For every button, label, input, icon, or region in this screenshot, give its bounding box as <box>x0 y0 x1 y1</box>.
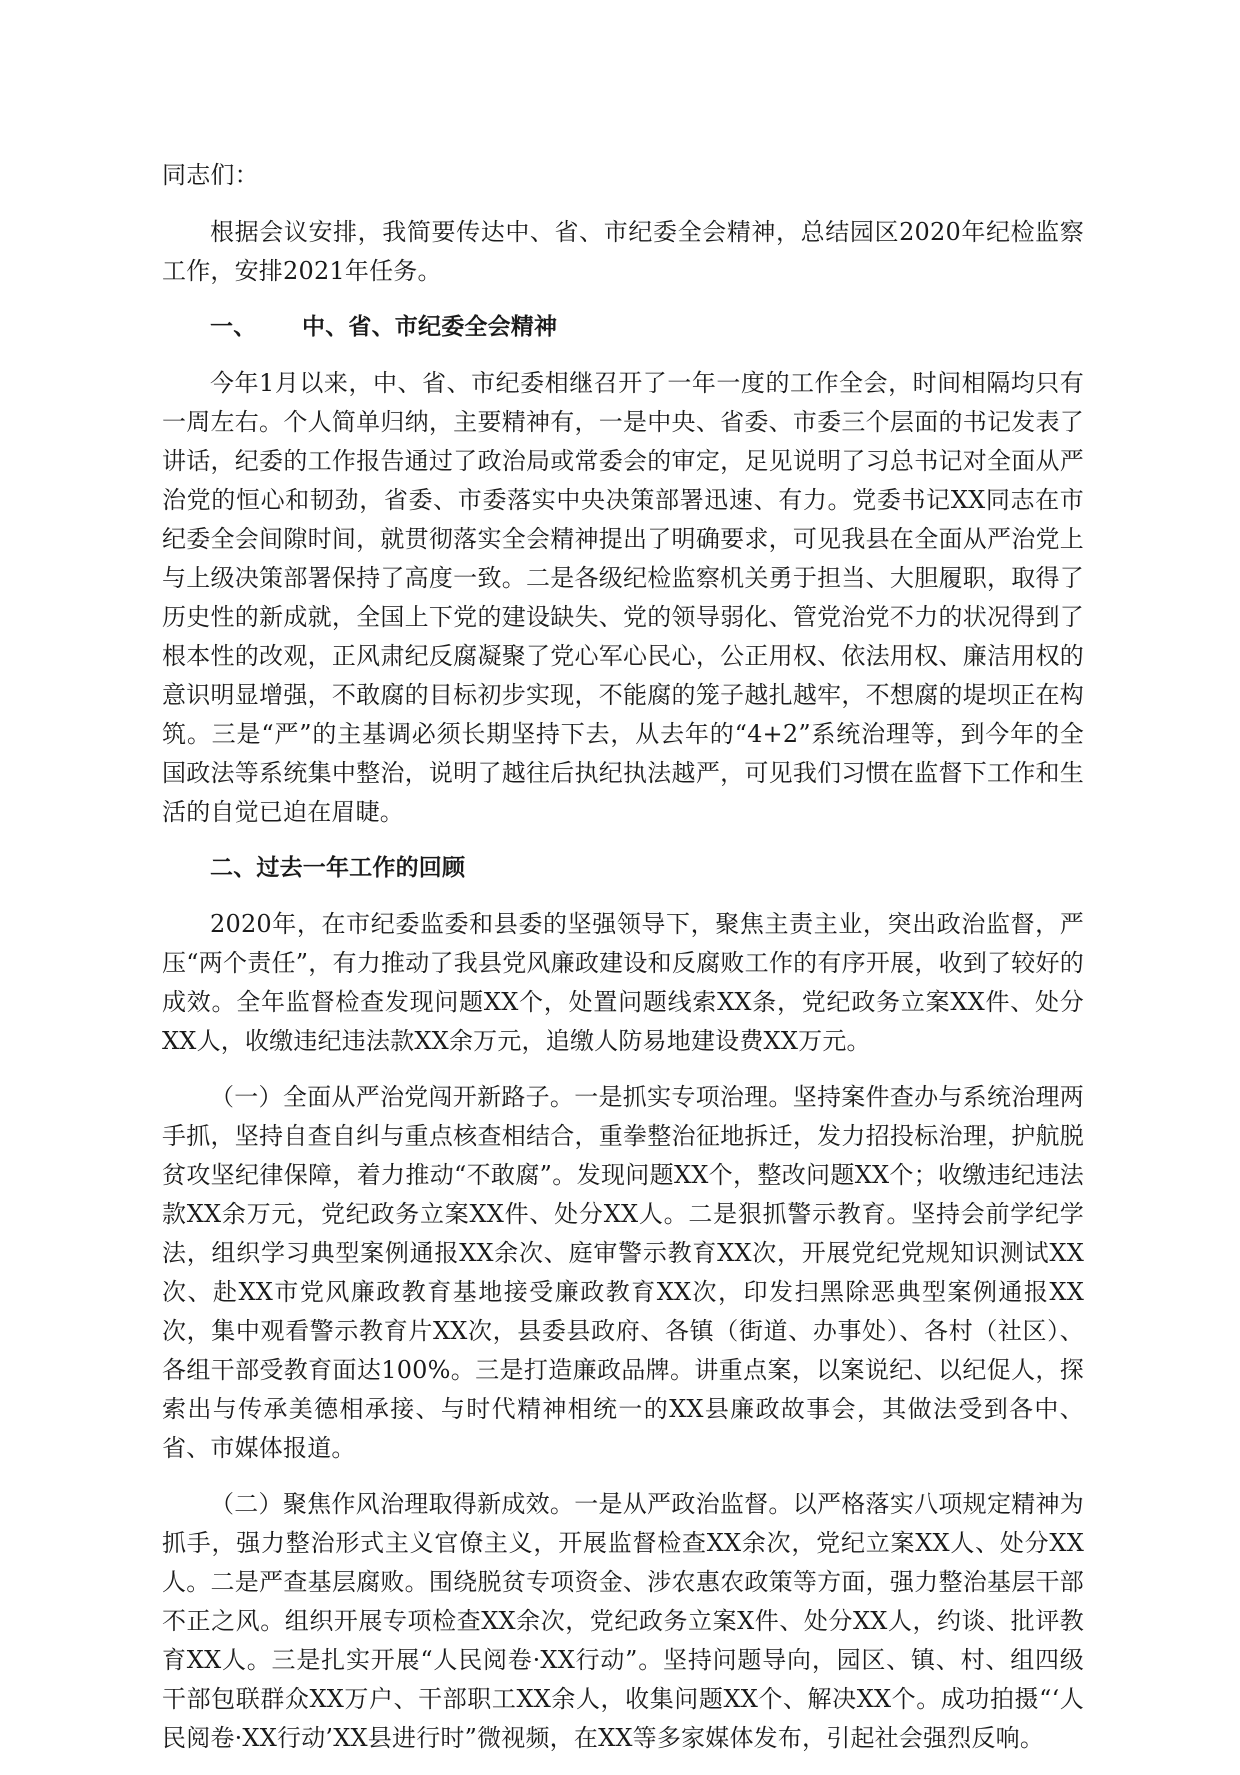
section-1-number: 一、 <box>210 314 257 340</box>
section-1-title: 中、省、市纪委全会精神 <box>302 314 558 340</box>
section-2-item-1: （一）全面从严治党闯开新路子。一是抓实专项治理。坚持案件查办与系统治理两手抓，坚持自查自纠与重点核查相结合，重拳整治征地拆迁，发力招投标治理，护航脱贫攻坚纪律保障，着力推动“不敢腐”。发现问题XX个，整改问题XX个；收缴违纪违法款XX余万元，党纪政务立案XX件、处分XX人。二是狠抓警示教育。坚持会前学纪学法，组织学习典型案例通报XX余次、庭审警示教育XX次，开展党纪党规知识测试XX次、赴XX市党风廉政教育基地接受廉政教育XX次，印发扫黑除恶典型案例通报XX次，集中观看警示教育片XX次，县委县政府、各镇（街道、办事处）、各村（社区）、各组干部受教育面达100%。三是打造廉政品牌。讲重点案，以案说纪、以纪促人，探索出与传承美德相承接、与时代精神相统一的XX县廉政故事会，其做法受到各中、省、市媒体报道。 <box>162 1083 1084 1462</box>
section-2-item-2: （二）聚焦作风治理取得新成效。一是从严政治监督。以严格落实八项规定精神为抓手，强力整治形式主义官僚主义，开展监督检查XX余次，党纪立案XX人、处分XX人。二是严查基层腐败。围绕脱贫专项资金、涉农惠农政策等方面，强力整治基层干部不正之风。组织开展专项检查XX余次，党纪政务立案X件、处分XX人，约谈、批评教育XX人。三是扎实开展“人民阅卷·XX行动”。坚持问题导向，园区、镇、村、组四级干部包联群众XX万户、干部职工XX余人，收集问题XX个、解决XX个。成功拍摄“‘人民阅卷·XX行动’XX县进行时”微视频，在XX等多家媒体发布，引起社会强烈反响。 <box>162 1490 1084 1752</box>
section-2-body: 2020年，在市纪委监委和县委的坚强领导下，聚焦主责主业，突出政治监督，严压“两个责任”，有力推动了我县党风廉政建设和反腐败工作的有序开展，收到了较好的成效。全年监督检查发现问题XX个，处置问题线索XX条，党纪政务立案XX件、处分XX人，收缴违纪违法款XX余万元，追缴人防易地建设费XX万元。 <box>162 910 1084 1055</box>
intro-paragraph: 根据会议安排，我简要传达中、省、市纪委全会精神，总结园区2020年纪检监察工作，安排2021年任务。 <box>162 218 1084 285</box>
document-page <box>162 156 1084 1775</box>
section-1-body: 今年1月以来，中、省、市纪委相继召开了一年一度的工作全会，时间相隔均只有一周左右。个人简单归纳，主要精神有，一是中央、省委、市委三个层面的书记发表了讲话，纪委的工作报告通过了政治局或常委会的审定，足见说明了习总书记对全面从严治党的恒心和韧劲，省委、市委落实中央决策部署迅速、有力。党委书记XX同志在市纪委全会间隙时间，就贯彻落实全会精神提出了明确要求，可见我县在全面从严治党上与上级决策部署保持了高度一致。二是各级纪检监察机关勇于担当、大胆履职，取得了历史性的新成就，全国上下党的建设缺失、党的领导弱化、管党治党不力的状况得到了根本性的改观，正风肃纪反腐凝聚了党心军心民心，公正用权、依法用权、廉洁用权的意识明显增强，不敢腐的目标初步实现，不能腐的笼子越扎越牢，不想腐的堤坝正在构筑。三是“严”的主基调必须长期坚持下去，从去年的“4+2”系统治理等，到今年的全国政法等系统集中整治，说明了越往后执纪执法越严，可见我们习惯在监督下工作和生活的自觉已迫在眉睫。 <box>162 369 1084 826</box>
section-1-heading <box>162 308 1084 347</box>
section-2-heading: 二、过去一年工作的回顾 <box>210 855 466 881</box>
salutation: 同志们： <box>162 161 259 189</box>
